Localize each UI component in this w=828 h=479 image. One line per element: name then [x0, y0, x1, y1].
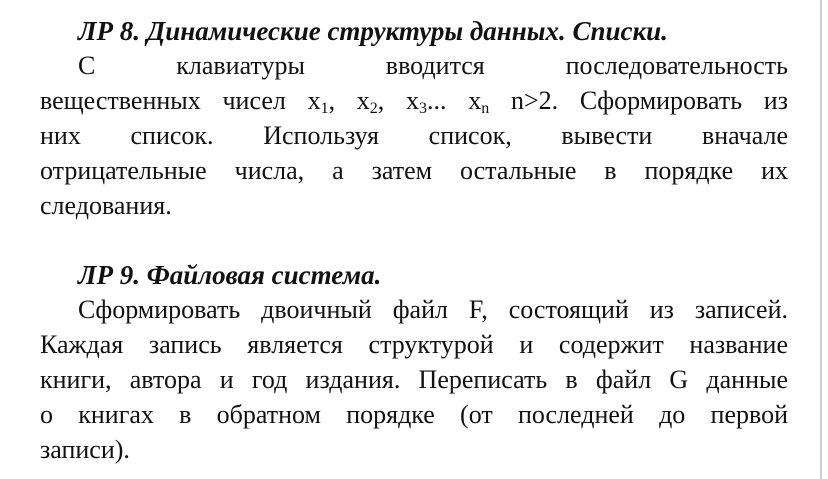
- lab-8-line-2: вещественных чисел $x_1$, $x_2$, $x_3$... $x_n$ n>2. Сформировать из: [40, 86, 788, 117]
- lab-8-title: ЛР 8. Динамические структуры данных. Списки.: [78, 16, 668, 46]
- lab-8-line-5: следования.: [40, 191, 172, 220]
- lab-8-line-3: них список. Используя список, вывести вначале: [40, 121, 788, 150]
- lab-9-line-3: книги, автора и год издания. Переписать в файл G данные: [40, 365, 788, 394]
- lab-9-title: ЛР 9. Файловая система.: [78, 260, 382, 290]
- lab-8-line-1: С клавиатуры вводится последовательность: [78, 51, 788, 80]
- lab-9-line-1: Сформировать двоичный файл F, состоящий из записей.: [78, 295, 788, 324]
- lab-9-line-2: Каждая запись является структурой и содержит название: [40, 330, 788, 359]
- lab-8-line-4: отрицательные числа, а затем остальные в порядке их: [40, 156, 788, 185]
- lab-9-line-4: о книгах в обратном порядке (от последней до первой: [40, 400, 788, 429]
- lab-9-section: [40, 258, 788, 467]
- lab-9-line-5: записи).: [40, 435, 130, 464]
- lab-8-text: [40, 48, 788, 223]
- lab-8-section: [40, 14, 788, 223]
- lab-9-text: [40, 292, 788, 467]
- page-edge-divider: [820, 0, 822, 479]
